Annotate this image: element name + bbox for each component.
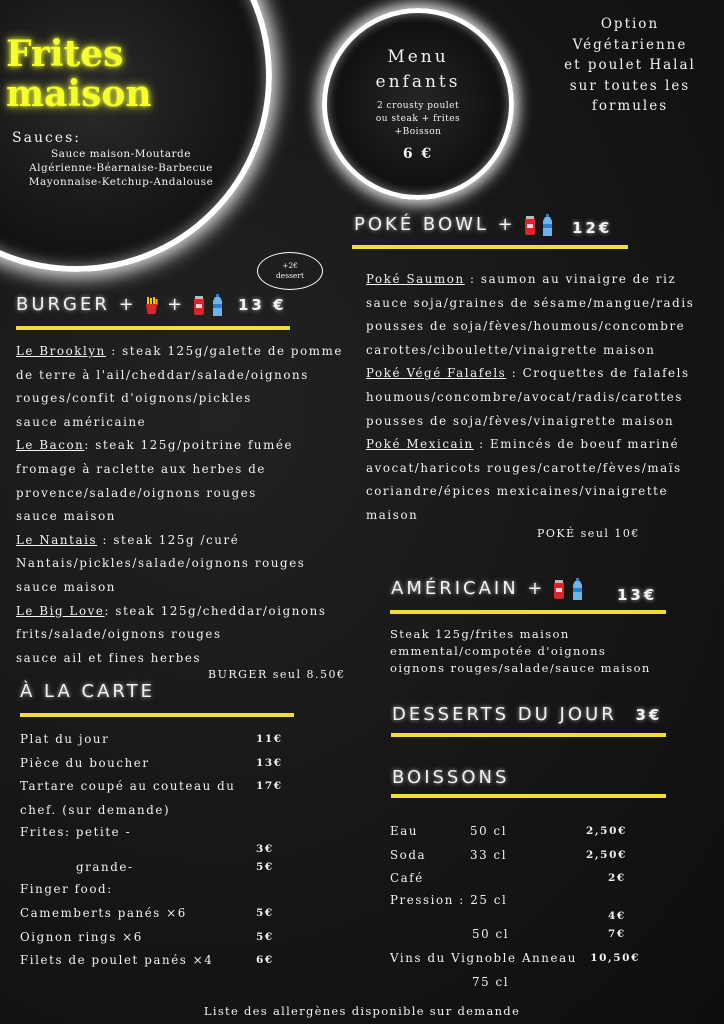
boisson-row <box>390 971 640 995</box>
boisson-row <box>390 867 640 891</box>
poke-item-desc: : Emincés de boeuf mariné <box>473 437 680 452</box>
kids-menu-price: 6 € <box>402 146 434 162</box>
carte-item-price: 6€ <box>256 954 274 967</box>
burger-heading-plus: + <box>167 294 186 315</box>
carte-row <box>20 878 284 902</box>
burger-item-desc: Nantais/pickles/salade/oignons rouges <box>16 556 306 571</box>
carte-underline <box>20 713 294 717</box>
burger-item-desc: : steak 125g/galette de pomme <box>105 344 343 358</box>
sauces-line: Sauce maison-Moutarde <box>50 148 191 160</box>
option-note <box>548 14 712 117</box>
carte-row <box>20 902 284 926</box>
soda-can-icon <box>194 295 204 315</box>
carte-item-label <box>20 842 256 856</box>
boisson-size: 50 cl <box>472 926 510 941</box>
americain-desc-line: Steak 125g/frites maison <box>390 627 570 641</box>
boisson-name: Eau <box>390 824 419 838</box>
boisson-price: 2,50€ <box>586 848 627 861</box>
boisson-name: Soda <box>390 847 427 862</box>
desserts-heading <box>392 704 662 725</box>
carte-item-label: Camemberts panés ×6 <box>20 905 187 920</box>
carte-item-price: 17€ <box>256 780 283 793</box>
boisson-row <box>390 909 640 923</box>
poke-underline <box>352 245 628 249</box>
carte-row <box>20 775 284 799</box>
dessert-badge-label: dessert <box>276 271 304 280</box>
poke-item-desc: avocat/haricots rouges/carotte/fèves/maïs <box>366 460 682 475</box>
boisson-name <box>390 909 608 923</box>
burger-item-desc: de terre à l'ail/cheddar/salade/oignons <box>16 367 309 382</box>
option-line: Option <box>600 16 660 32</box>
burger-item-name: Le Nantais <box>16 532 98 547</box>
boissons-list <box>390 820 640 994</box>
boisson-row <box>390 844 640 868</box>
boisson-size <box>470 867 608 891</box>
boisson-name <box>390 971 472 995</box>
boissons-underline <box>391 794 666 798</box>
carte-row <box>20 752 284 776</box>
soda-can-icon <box>554 579 564 599</box>
carte-row <box>20 856 284 878</box>
burger-heading-text: BURGER + <box>16 294 137 315</box>
boisson-price: 4€ <box>608 909 626 922</box>
carte-item-label: Filets de poulet panés ×4 <box>20 953 214 968</box>
burger-item-name: Le Big Love <box>16 603 105 618</box>
americain-price: 13€ <box>617 586 658 604</box>
poke-item-desc: : saumon au vinaigre de riz <box>464 272 677 286</box>
carte-item-price: 13€ <box>256 756 283 769</box>
carte-item-price: 11€ <box>256 733 283 745</box>
burger-item <box>16 529 343 553</box>
americain-heading-text: AMÉRICAIN + <box>391 578 546 599</box>
burger-item <box>16 600 343 624</box>
burger-alone-price: BURGER seul 8.50€ <box>208 668 346 681</box>
kids-menu-title-line2: enfants <box>375 72 461 92</box>
poke-item-desc: pousses de soja/fèves/vinaigrette maison <box>366 413 675 428</box>
sauces-list <box>4 147 238 189</box>
boisson-name: Pression : 25 cl <box>390 892 508 907</box>
boisson-size: 50 cl <box>470 824 508 838</box>
kids-menu-title-line1: Menu <box>387 47 449 67</box>
carte-row <box>20 842 284 856</box>
poke-item-desc: : Croquettes de falafels <box>506 366 690 381</box>
water-bottle-icon <box>543 214 552 236</box>
burger-item <box>16 340 343 364</box>
burger-item-name: Le Bacon <box>16 438 85 453</box>
carte-item-price: 5€ <box>256 930 274 943</box>
americain-description <box>390 626 651 676</box>
carte-row <box>20 822 284 842</box>
kids-menu-desc-line: 2 crousty poulet <box>376 101 460 111</box>
burger-underline <box>16 326 290 330</box>
burger-item-desc: : steak 125g/poitrine fumée <box>84 438 294 453</box>
carte-heading: À LA CARTE <box>20 681 155 702</box>
carte-item-price: 5€ <box>256 906 274 919</box>
burger-item-desc: sauce ail et fines herbes <box>16 650 202 665</box>
burger-heading <box>16 294 222 316</box>
carte-row <box>20 926 284 950</box>
carte-item-label: Pièce du boucher <box>20 755 150 770</box>
dessert-supplement-badge <box>257 252 323 290</box>
americain-desc-line: emmental/compotée d'oignons <box>390 643 607 658</box>
poke-item <box>366 362 694 386</box>
desserts-price: 3€ <box>635 706 663 724</box>
soda-can-icon <box>525 215 535 235</box>
carte-item-label: Tartare coupé au couteau du <box>20 779 236 794</box>
poke-price: 12€ <box>572 219 613 237</box>
carte-row <box>20 949 284 973</box>
poke-item-desc: houmous/concombre/avocat/radis/carottes <box>366 389 684 404</box>
burger-item-desc: provence/salade/oignons rouges <box>16 485 257 500</box>
poke-item <box>366 268 694 292</box>
frites-title-line2: maison <box>6 73 152 115</box>
boisson-price: 10,50€ <box>590 951 640 964</box>
carte-item-label: Frites: petite - <box>20 825 132 840</box>
carte-item-label: Finger food: <box>20 882 113 897</box>
carte-item-label: Oignon rings ×6 <box>20 929 143 944</box>
burger-item-desc: : steak 125g/cheddar/oignons <box>104 603 327 618</box>
boisson-name: Vins du Vignoble Anneau <box>390 950 577 965</box>
poke-item-desc: carottes/ciboulette/vinaigrette maison <box>366 342 656 357</box>
boisson-price: 7€ <box>608 927 626 940</box>
americain-desc-line: oignons rouges/salade/sauce maison <box>390 660 651 675</box>
frites-maison-title <box>6 34 152 114</box>
burger-item-desc: fromage à raclette aux herbes de <box>16 461 266 476</box>
carte-list <box>20 728 284 973</box>
poke-heading-text: POKÉ BOWL + <box>354 214 516 235</box>
boisson-size: 33 cl <box>470 847 508 862</box>
burger-item-desc: rouges/confit d'oignons/pickles <box>16 391 252 406</box>
carte-item-label: chef. (sur demande) <box>20 802 171 817</box>
boisson-name <box>390 923 472 945</box>
burger-item-desc: sauce américaine <box>16 414 147 429</box>
burger-item-desc: frits/salade/oignons rouges <box>16 627 222 642</box>
poke-item-desc: sauce soja/graines de sésame/mangue/radis <box>366 295 695 310</box>
boisson-row <box>390 891 640 909</box>
burger-item-name: Le Brooklyn <box>16 344 106 358</box>
option-line: et poulet Halal <box>564 57 696 73</box>
dessert-badge-price: +2€ <box>282 261 298 270</box>
allergens-footer: Liste des allergènes disponible sur demande <box>203 1004 521 1018</box>
sauces-line: Mayonnaise-Ketchup-Andalouse <box>28 176 214 188</box>
sauces-line: Algérienne-Béarnaise-Barbecue <box>29 162 213 174</box>
boisson-size: 75 cl <box>472 974 510 989</box>
option-line: formules <box>591 98 669 114</box>
kids-menu-desc-line: ou steak + frites <box>375 114 461 124</box>
poke-item-desc: pousses de soja/fèves/houmous/concombre <box>366 319 686 334</box>
poke-item-name: Poké Saumon <box>366 272 465 286</box>
poke-item-desc: maison <box>366 507 419 522</box>
poke-list <box>366 268 694 528</box>
americain-heading <box>391 578 582 600</box>
fries-icon <box>145 297 158 314</box>
poke-item-desc: coriandre/épices mexicaines/vinaigrette <box>366 484 669 499</box>
carte-item-label: Plat du jour <box>20 732 110 746</box>
carte-item-label: grande- <box>76 860 134 875</box>
carte-item-price: 5€ <box>256 861 274 874</box>
frites-title-line1: Frites <box>6 33 124 75</box>
boisson-row <box>390 820 640 844</box>
boisson-price: 2,50€ <box>586 825 627 837</box>
burger-list <box>16 340 343 670</box>
water-bottle-icon <box>213 294 222 316</box>
poke-item <box>366 433 694 457</box>
boisson-row <box>390 945 640 971</box>
poke-heading <box>354 214 552 236</box>
desserts-heading-text: DESSERTS DU JOUR <box>392 704 617 725</box>
burger-item-desc: sauce maison <box>16 579 116 594</box>
carte-item-price: 3€ <box>256 843 274 856</box>
desserts-underline <box>391 733 666 737</box>
burger-item-desc: sauce maison <box>16 509 116 524</box>
carte-row <box>20 728 284 752</box>
kids-menu-desc-line: +Boisson <box>394 127 442 137</box>
boissons-heading: BOISSONS <box>392 767 510 788</box>
carte-row <box>20 799 284 823</box>
poke-item-name: Poké Végé Falafels <box>366 366 507 381</box>
americain-underline <box>390 610 666 614</box>
poke-alone-price: POKÉ seul 10€ <box>537 527 640 540</box>
burger-item <box>16 434 343 458</box>
sauces-label: Sauces: <box>12 130 81 146</box>
poke-item-name: Poké Mexicain <box>366 437 474 452</box>
boisson-name: Café <box>390 871 424 886</box>
burger-item-desc: : steak 125g /curé <box>97 532 240 547</box>
boisson-row <box>390 923 640 945</box>
option-line: sur toutes les <box>569 77 691 94</box>
option-line: Végétarienne <box>572 36 688 53</box>
kids-menu-description <box>327 100 509 139</box>
water-bottle-icon <box>573 578 582 600</box>
boisson-price: 2€ <box>608 872 626 885</box>
kids-menu-title <box>327 45 509 95</box>
burger-price: 13 € <box>238 296 287 314</box>
